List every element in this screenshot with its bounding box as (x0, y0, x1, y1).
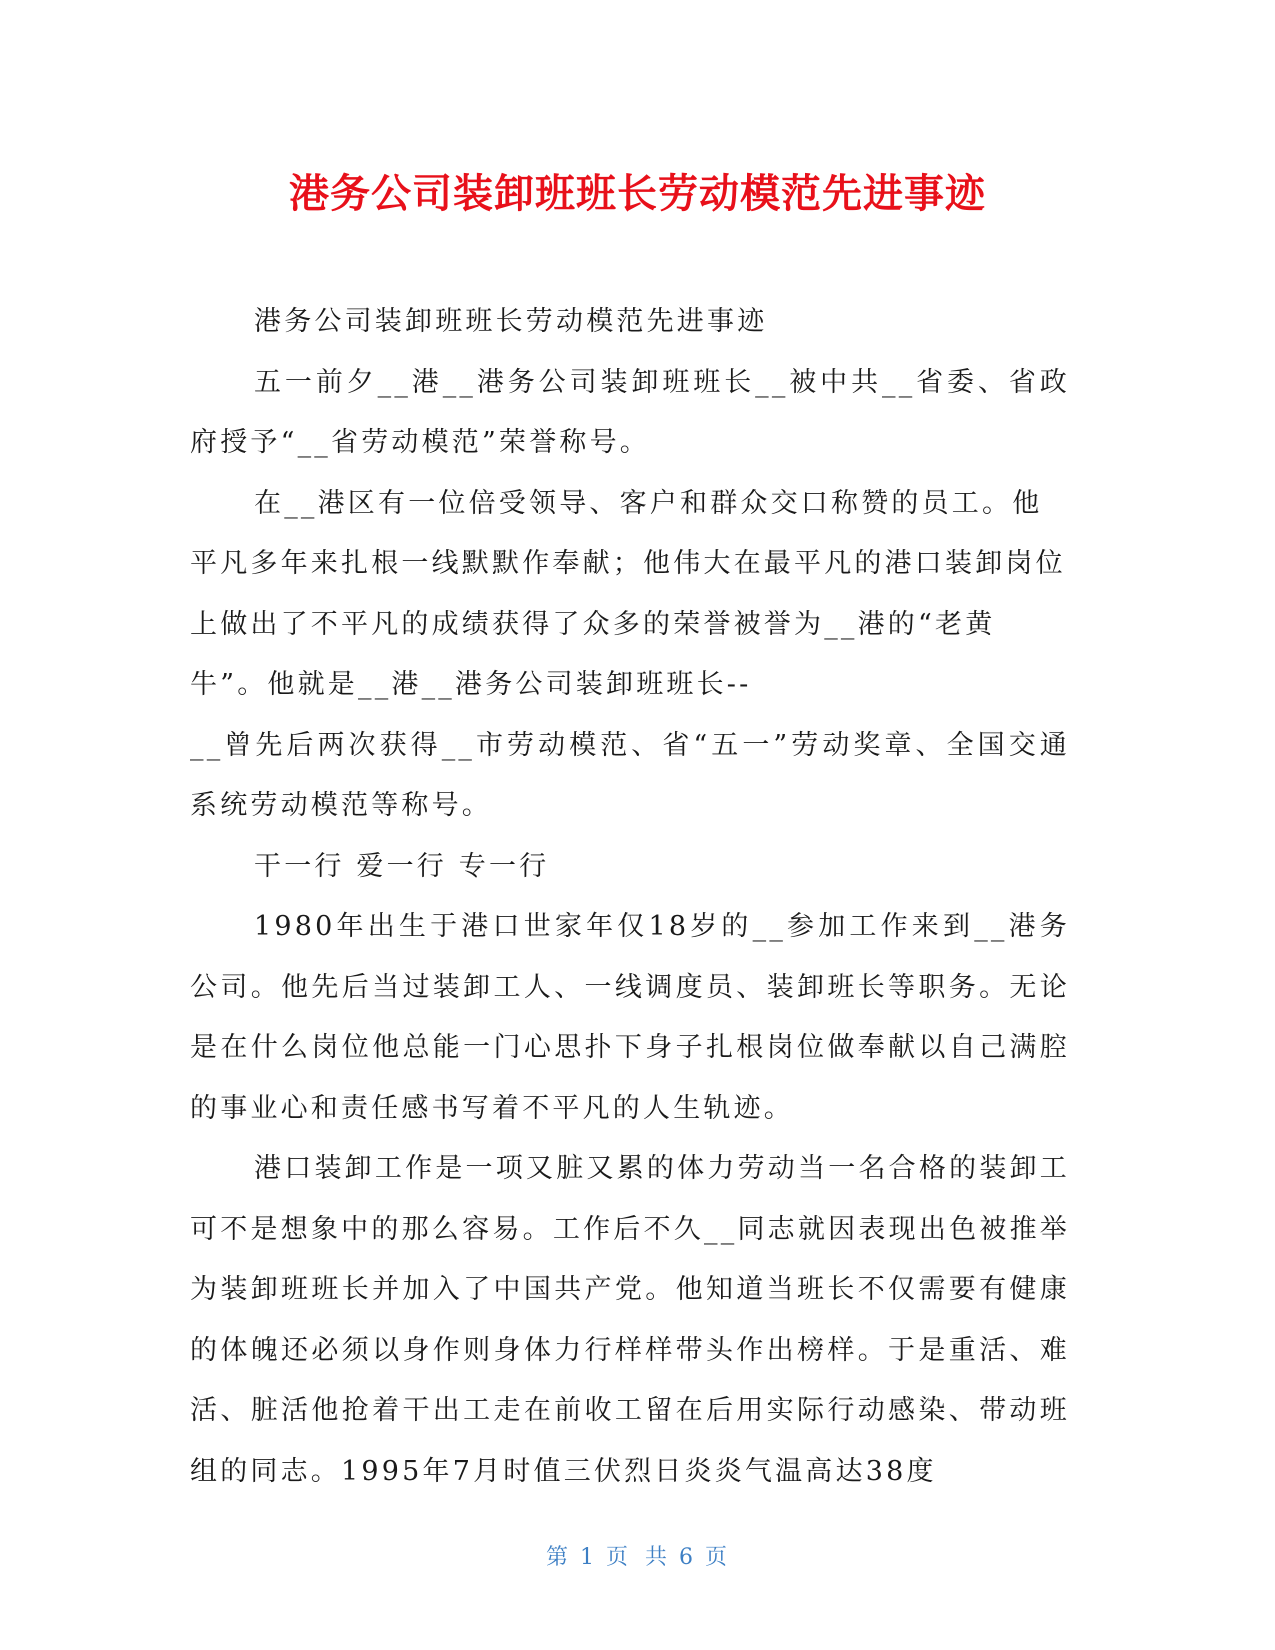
paragraph-intro: 在__港区有一位倍受领导、客户和群众交口称赞的员工。他平凡多年来扎根一线默默作奉献；他伟大在最平凡的港口装卸岗位上做出了不平凡的成绩获得了众多的荣誉被誉为__港的“老黄牛”。他就是__港__港务公司装卸班班长-- (190, 487, 1066, 700)
paragraph-work: 港口装卸工作是一项又脏又累的体力劳动当一名合格的装卸工可不是想象中的那么容易。工作后不久__同志就因表现出色被推举为装卸班班长并加入了中国共产党。他知道当班长不仅需要有健康的体魄还必须以身作则身体力行样样带头作出榜样。于是重活、难活、脏活他抢着干出工走在前收工留在后用实际行动感染、带动班组的同志。1995年7月时值三伏烈日炎炎气温高达38度 (190, 1153, 1070, 1487)
footer-prefix: 第 (545, 1545, 570, 1570)
footer-page-number: 1 (580, 1545, 596, 1570)
document-body (190, 292, 1070, 1502)
paragraph-career: 1980年出生于港口世家年仅18岁的__参加工作来到__港务公司。他先后当过装卸工人、一线调度员、装卸班长等职务。无论是在什么岗位他总能一门心思扑下身子扎根岗位做奉献以自己满腔的事业心和责任感书写着不平凡的人生轨迹。 (190, 911, 1070, 1124)
paragraph-honors: __曾先后两次获得__市劳动模范、省“五一”劳动奖章、全国交通系统劳动模范等称号。 (190, 729, 1070, 821)
page-footer (0, 1540, 1275, 1571)
paragraph-heading: 港务公司装卸班班长劳动模范先进事迹 (254, 306, 768, 337)
section-heading: 干一行 爱一行 专一行 (254, 850, 550, 882)
paragraph-award: 五一前夕__港__港务公司装卸班班长__被中共__省委、省政府授予“__省劳动模范”荣誉称号。 (190, 366, 1070, 458)
footer-suffix: 页 (705, 1545, 730, 1570)
footer-total-pages: 6 (679, 1545, 695, 1570)
footer-middle: 页 共 (606, 1545, 669, 1570)
document-title: 港务公司装卸班班长劳动模范先进事迹 (289, 171, 986, 217)
